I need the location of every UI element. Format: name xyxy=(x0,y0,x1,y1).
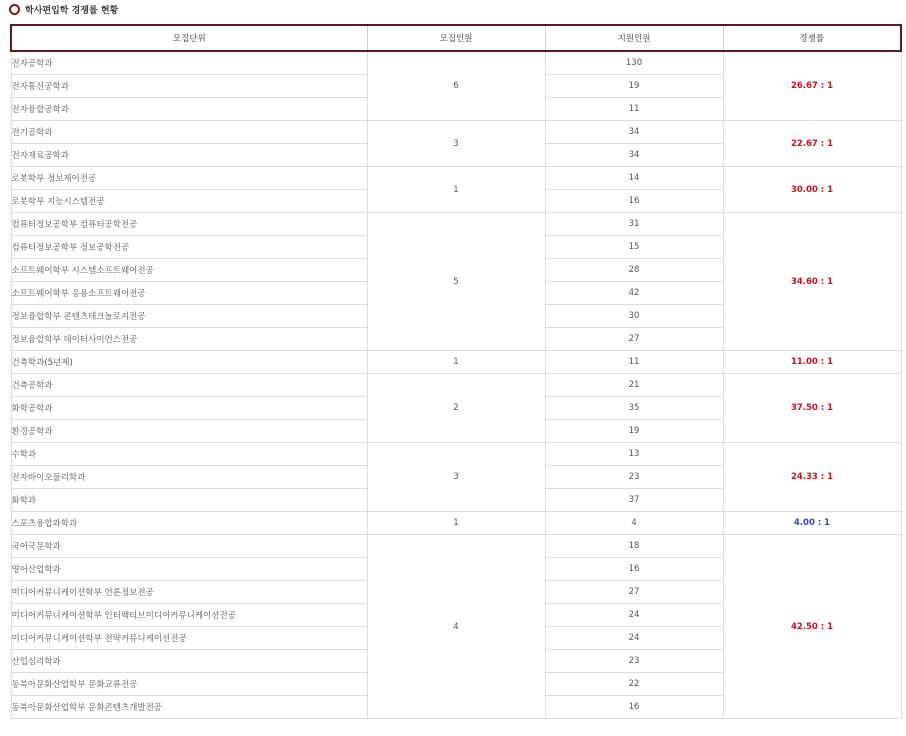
applicants-cell: 24 xyxy=(545,627,723,650)
applicants-cell: 16 xyxy=(545,190,723,213)
applicants-cell: 4 xyxy=(545,512,723,535)
ratio-cell: 11.00 : 1 xyxy=(723,351,901,374)
table-row xyxy=(11,443,901,466)
quota-cell: 3 xyxy=(367,443,545,512)
unit-cell: 수학과 xyxy=(11,443,367,466)
unit-cell: 동북아문화산업학부 문화교류전공 xyxy=(11,673,367,696)
applicants-cell: 11 xyxy=(545,98,723,121)
unit-cell: 전자통신공학과 xyxy=(11,75,367,98)
unit-cell: 전자공학과 xyxy=(11,51,367,75)
applicants-cell: 23 xyxy=(545,650,723,673)
applicants-cell: 11 xyxy=(545,351,723,374)
quota-cell: 1 xyxy=(367,351,545,374)
table-row xyxy=(11,121,901,144)
unit-cell: 화학공학과 xyxy=(11,397,367,420)
applicants-cell: 34 xyxy=(545,144,723,167)
table-row xyxy=(11,512,901,535)
applicants-cell: 18 xyxy=(545,535,723,558)
table-row xyxy=(11,51,901,75)
unit-cell: 영어산업학과 xyxy=(11,558,367,581)
applicants-cell: 27 xyxy=(545,581,723,604)
competition-rate-table xyxy=(10,24,902,719)
applicants-cell: 22 xyxy=(545,673,723,696)
applicants-cell: 31 xyxy=(545,213,723,236)
ratio-cell: 24.33 : 1 xyxy=(723,443,901,512)
applicants-cell: 21 xyxy=(545,374,723,397)
column-header-quota: 모집인원 xyxy=(367,25,545,51)
applicants-cell: 130 xyxy=(545,51,723,75)
column-header-unit: 모집단위 xyxy=(11,25,367,51)
unit-cell: 화학과 xyxy=(11,489,367,512)
unit-cell: 건축공학과 xyxy=(11,374,367,397)
ratio-cell: 30.00 : 1 xyxy=(723,167,901,213)
unit-cell: 정보융합학부 데이터사이언스전공 xyxy=(11,328,367,351)
table-row xyxy=(11,213,901,236)
applicants-cell: 37 xyxy=(545,489,723,512)
applicants-cell: 16 xyxy=(545,696,723,719)
unit-cell: 전자융합공학과 xyxy=(11,98,367,121)
unit-cell: 국어국문학과 xyxy=(11,535,367,558)
column-header-applicants: 지원인원 xyxy=(545,25,723,51)
ratio-cell: 22.67 : 1 xyxy=(723,121,901,167)
applicants-cell: 42 xyxy=(545,282,723,305)
applicants-cell: 19 xyxy=(545,420,723,443)
ratio-cell: 42.50 : 1 xyxy=(723,535,901,719)
applicants-cell: 15 xyxy=(545,236,723,259)
ratio-cell: 26.67 : 1 xyxy=(723,51,901,121)
unit-cell: 미디어커뮤니케이션학부 전략커뮤니케이션전공 xyxy=(11,627,367,650)
page-title: 학사편입학 경쟁률 현황 xyxy=(25,5,119,16)
quota-cell: 5 xyxy=(367,213,545,351)
applicants-cell: 34 xyxy=(545,121,723,144)
applicants-cell: 24 xyxy=(545,604,723,627)
applicants-cell: 14 xyxy=(545,167,723,190)
applicants-cell: 27 xyxy=(545,328,723,351)
applicants-cell: 28 xyxy=(545,259,723,282)
section-heading xyxy=(9,1,118,17)
unit-cell: 로봇학부 지능시스템전공 xyxy=(11,190,367,213)
applicants-cell: 23 xyxy=(545,466,723,489)
ratio-cell: 37.50 : 1 xyxy=(723,374,901,443)
unit-cell: 환경공학과 xyxy=(11,420,367,443)
ratio-cell: 4.00 : 1 xyxy=(723,512,901,535)
unit-cell: 건축학과(5년제) xyxy=(11,351,367,374)
unit-cell: 전기공학과 xyxy=(11,121,367,144)
applicants-cell: 35 xyxy=(545,397,723,420)
unit-cell: 전자재료공학과 xyxy=(11,144,367,167)
applicants-cell: 19 xyxy=(545,75,723,98)
quota-cell: 2 xyxy=(367,374,545,443)
unit-cell: 미디어커뮤니케이션학부 인터랙티브미디어커뮤니케이션전공 xyxy=(11,604,367,627)
unit-cell: 동북아문화산업학부 문화콘텐츠개발전공 xyxy=(11,696,367,719)
unit-cell: 소프트웨어학부 시스템소프트웨어전공 xyxy=(11,259,367,282)
unit-cell: 정보융합학부 콘텐츠테크놀로지전공 xyxy=(11,305,367,328)
table-body xyxy=(11,51,901,719)
table-row xyxy=(11,535,901,558)
quota-cell: 1 xyxy=(367,167,545,213)
unit-cell: 산업심리학과 xyxy=(11,650,367,673)
unit-cell: 미디어커뮤니케이션학부 언론정보전공 xyxy=(11,581,367,604)
ratio-cell: 34.60 : 1 xyxy=(723,213,901,351)
quota-cell: 4 xyxy=(367,535,545,719)
quota-cell: 1 xyxy=(367,512,545,535)
unit-cell: 컴퓨터정보공학부 컴퓨터공학전공 xyxy=(11,213,367,236)
applicants-cell: 16 xyxy=(545,558,723,581)
unit-cell: 전자바이오물리학과 xyxy=(11,466,367,489)
applicants-cell: 13 xyxy=(545,443,723,466)
circle-bullet-icon xyxy=(9,4,20,15)
table-row xyxy=(11,167,901,190)
unit-cell: 소프트웨어학부 응용소프트웨어전공 xyxy=(11,282,367,305)
table-header-row xyxy=(11,25,901,51)
quota-cell: 3 xyxy=(367,121,545,167)
table-row xyxy=(11,351,901,374)
table-row xyxy=(11,374,901,397)
quota-cell: 6 xyxy=(367,51,545,121)
applicants-cell: 30 xyxy=(545,305,723,328)
unit-cell: 스포츠융합과학과 xyxy=(11,512,367,535)
unit-cell: 컴퓨터정보공학부 정보공학전공 xyxy=(11,236,367,259)
unit-cell: 로봇학부 정보제어전공 xyxy=(11,167,367,190)
column-header-ratio: 경쟁률 xyxy=(723,25,901,51)
